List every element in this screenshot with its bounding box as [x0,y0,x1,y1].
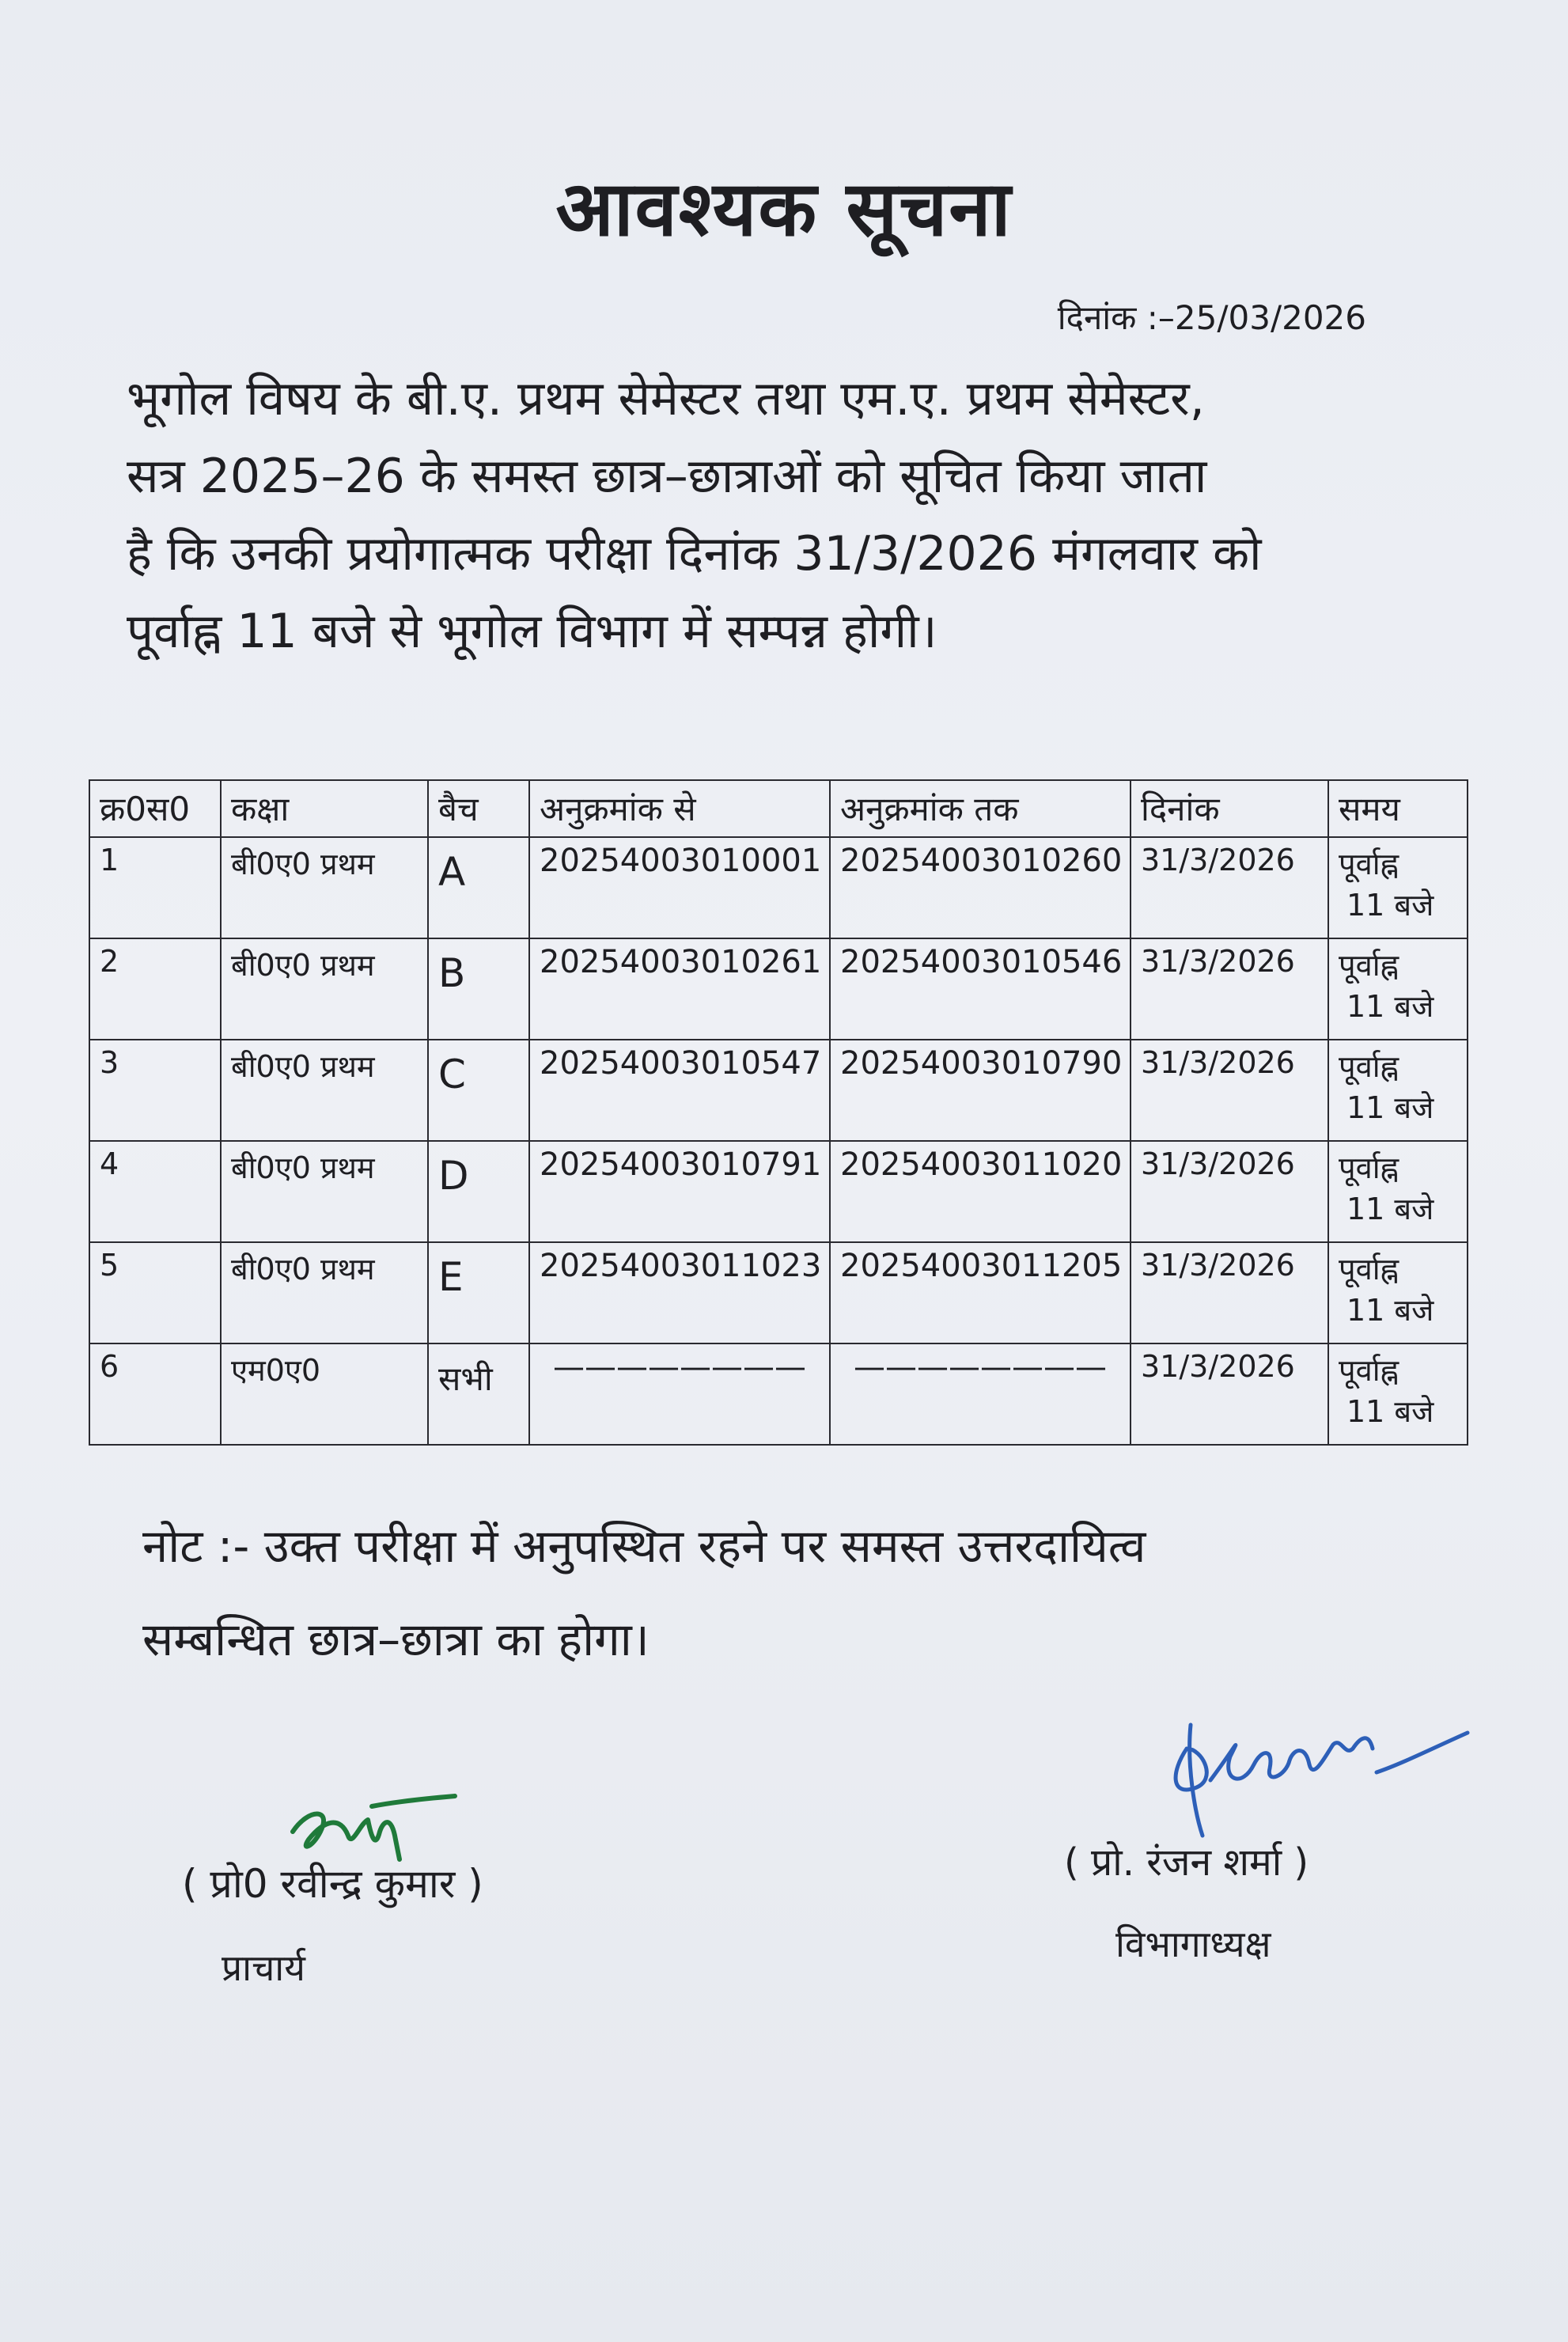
cell-batch: D [428,1141,529,1242]
cell-date: 31/3/2026 [1131,1040,1328,1141]
cell-date: 31/3/2026 [1131,1242,1328,1343]
note-line: नोट :- उक्त परीक्षा में अनुपस्थित रहने पर समस्त उत्तरदायित्व [142,1519,1146,1573]
time-period: पूर्वाह्न [1339,1252,1399,1287]
cell-batch: B [428,938,529,1040]
notice-title: आवश्यक सूचना [555,165,1013,253]
cell-class: एम0ए0 [221,1343,428,1445]
cell-roll-to: 20254003011205 [830,1242,1131,1343]
body-line: भूगोल विषय के बी.ए. प्रथम सेमेस्टर तथा एम.ए. प्रथम सेमेस्टर, [127,371,1205,426]
cell-time [1328,1141,1468,1242]
body-line: पूर्वाह्न 11 बजे से भूगोल विभाग में सम्पन्न होगी। [127,604,937,659]
cell-time [1328,837,1468,938]
notice-body [127,360,1432,670]
cell-roll-to: 20254003010260 [830,837,1131,938]
cell-time [1328,1040,1468,1141]
body-line: है कि उनकी प्रयोगात्मक परीक्षा दिनांक 31/3/2026 मंगलवार को [127,526,1262,582]
notice-date: दिनांक :–25/03/2026 [1057,298,1366,337]
cell-class: बी0ए0 प्रथम [221,1040,428,1141]
header-time: समय [1328,780,1468,837]
time-period: पूर्वाह्न [1339,847,1399,881]
time-period: पूर्वाह्न [1339,1049,1399,1084]
time-period: पूर्वाह्न [1339,1353,1399,1388]
cell-batch: C [428,1040,529,1141]
cell-roll-from: ———————— [529,1343,830,1445]
cell-roll-from: 20254003010261 [529,938,830,1040]
cell-class: बी0ए0 प्रथम [221,837,428,938]
cell-date: 31/3/2026 [1131,1141,1328,1242]
cell-roll-to: ———————— [830,1343,1131,1445]
header-batch: बैच [428,780,529,837]
cell-roll-from: 20254003010001 [529,837,830,938]
cell-time [1328,1242,1468,1343]
cell-time [1328,938,1468,1040]
cell-batch: A [428,837,529,938]
header-class: कक्षा [221,780,428,837]
cell-roll-from: 20254003011023 [529,1242,830,1343]
cell-time [1328,1343,1468,1445]
body-line: सत्र 2025–26 के समस्त छात्र–छात्राओं को सूचित किया जाता [127,449,1207,504]
cell-class: बी0ए0 प्रथम [221,1242,428,1343]
cell-class: बी0ए0 प्रथम [221,938,428,1040]
time-period: पूर्वाह्न [1339,948,1399,983]
cell-sno: 6 [89,1343,221,1445]
table-header-row [89,780,1468,837]
cell-sno: 4 [89,1141,221,1242]
cell-sno: 5 [89,1242,221,1343]
cell-class: बी0ए0 प्रथम [221,1141,428,1242]
cell-sno: 2 [89,938,221,1040]
table-row [89,1040,1468,1141]
time-hour: 11 बजे [1346,1394,1434,1429]
table-row [89,837,1468,938]
note-line: सम्बन्धित छात्र–छात्रा का होगा। [142,1612,650,1666]
cell-date: 31/3/2026 [1131,837,1328,938]
header-roll-from: अनुक्रमांक से [529,780,830,837]
header-date: दिनांक [1131,780,1328,837]
header-roll-to: अनुक्रमांक तक [830,780,1131,837]
cell-roll-to: 20254003011020 [830,1141,1131,1242]
table-row [89,1343,1468,1445]
time-hour: 11 बजे [1346,1090,1434,1125]
time-hour: 11 बजे [1346,989,1434,1024]
table-row [89,1141,1468,1242]
cell-batch: सभी [428,1343,529,1445]
notice-note [142,1499,1456,1686]
time-hour: 11 बजे [1346,1293,1434,1328]
principal-role: प्राचार्य [222,1946,305,1989]
hod-role: विभागाध्यक्ष [1115,1923,1271,1965]
cell-roll-from: 20254003010547 [529,1040,830,1141]
cell-date: 31/3/2026 [1131,938,1328,1040]
table-row [89,1242,1468,1343]
time-hour: 11 बजे [1346,888,1434,923]
cell-sno: 3 [89,1040,221,1141]
cell-roll-to: 20254003010546 [830,938,1131,1040]
time-hour: 11 बजे [1346,1192,1434,1226]
time-period: पूर्वाह्न [1339,1150,1399,1185]
exam-schedule-table [89,779,1468,1446]
hod-name: ( प्रो. रंजन शर्मा ) [1064,1840,1309,1885]
cell-sno: 1 [89,837,221,938]
cell-batch: E [428,1242,529,1343]
cell-roll-to: 20254003010790 [830,1040,1131,1141]
hod-signature [1155,1701,1471,1844]
cell-roll-from: 20254003010791 [529,1141,830,1242]
cell-date: 31/3/2026 [1131,1343,1328,1445]
header-sno: क्र0स0 [89,780,221,837]
table-row [89,938,1468,1040]
principal-name: ( प्रो0 रवीन्द्र कुमार ) [182,1861,483,1907]
